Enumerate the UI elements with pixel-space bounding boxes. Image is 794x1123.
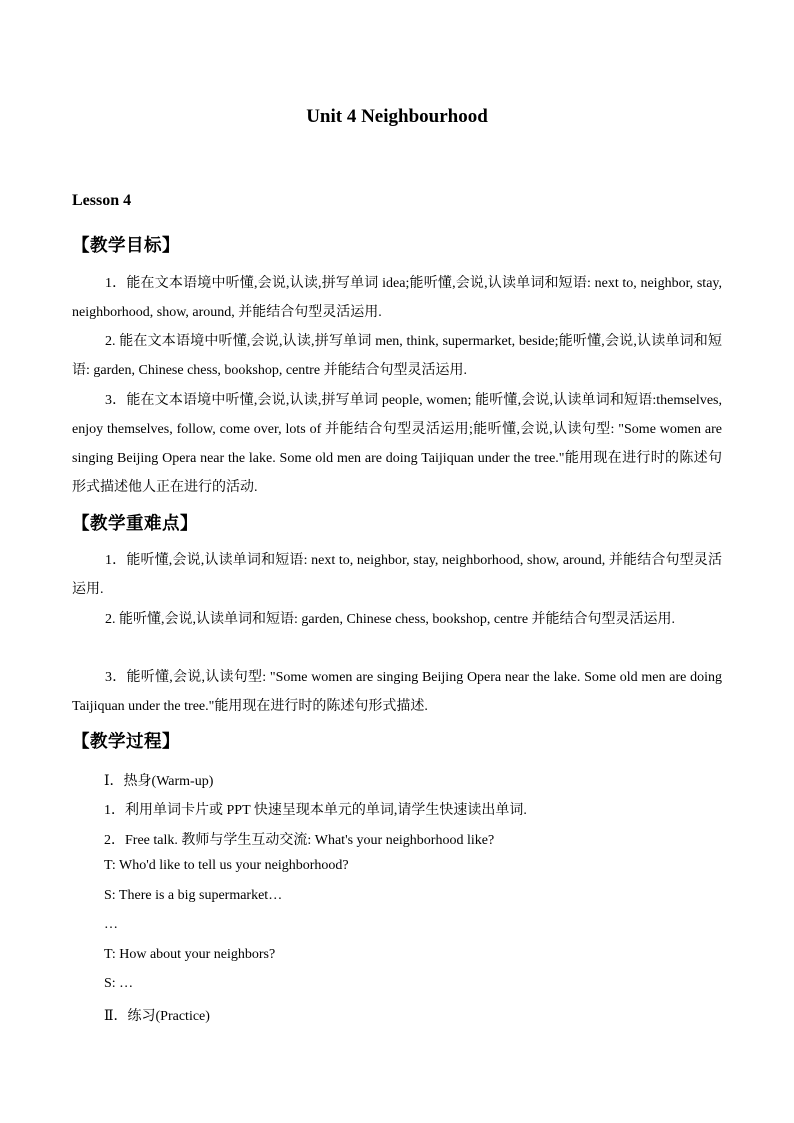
section-heading-process: 【教学过程】 <box>72 732 180 752</box>
process-line: 1．利用单词卡片或 PPT 快速呈现本单元的单词,请学生快速读出单词. <box>104 803 527 818</box>
key-point-item-2: 2. 能听懂,会说,认读单词和短语: garden, Chinese chess, bookshop, centre 并能结合句型灵活运用. <box>105 612 676 627</box>
key-point-item-3: 3．能听懂,会说,认读句型: "Some women are singing Beijing Opera near the lake. Some old men are doing Taijiquan under the tree."能用现在进行时的陈述句形式描述. <box>72 670 722 714</box>
process-line: 2．Free talk. 教师与学生互动交流: What's your neighborhood like? <box>104 833 495 848</box>
document-title: Unit 4 Neighbourhood <box>306 106 488 127</box>
process-line: T: How about your neighbors? <box>104 947 276 962</box>
process-line: T: Who'd like to tell us your neighborhood? <box>104 858 349 873</box>
process-line: … <box>104 917 118 932</box>
objective-item-3: 3．能在文本语境中听懂,会说,认读,拼写单词 people, women; 能听懂,会说,认读单词和短语:themselves, enjoy themselves, follow, come over, lots of 并能结合句型灵活运用;能听懂,会说,认读句型: "Some women are singing Beijing Opera near the lake. Some old men are doing Taijiquan under the tree."能用现在进行时的陈述句形式描述他人正在进行的活动. <box>72 393 722 495</box>
section-heading-key-points: 【教学重难点】 <box>72 514 198 534</box>
process-line: Ⅱ．练习(Practice) <box>104 1009 210 1024</box>
process-line: S: … <box>104 976 134 991</box>
objective-item-2: 2. 能在文本语境中听懂,会说,认读,拼写单词 men, think, supermarket, beside;能听懂,会说,认读单词和短语: garden, Chinese chess, bookshop, centre 并能结合句型灵活运用. <box>72 334 722 378</box>
process-line: S: There is a big supermarket… <box>104 888 283 903</box>
section-heading-objectives: 【教学目标】 <box>72 236 180 256</box>
lesson-label: Lesson 4 <box>72 192 132 209</box>
key-point-item-1: 1．能听懂,会说,认读单词和短语: next to, neighbor, stay, neighborhood, show, around, 并能结合句型灵活运用. <box>72 553 722 597</box>
objective-item-1: 1．能在文本语境中听懂,会说,认读,拼写单词 idea;能听懂,会说,认读单词和短语: next to, neighbor, stay, neighborhood, show, around, 并能结合句型灵活运用. <box>72 276 722 320</box>
process-line: Ⅰ．热身(Warm-up) <box>104 774 214 789</box>
